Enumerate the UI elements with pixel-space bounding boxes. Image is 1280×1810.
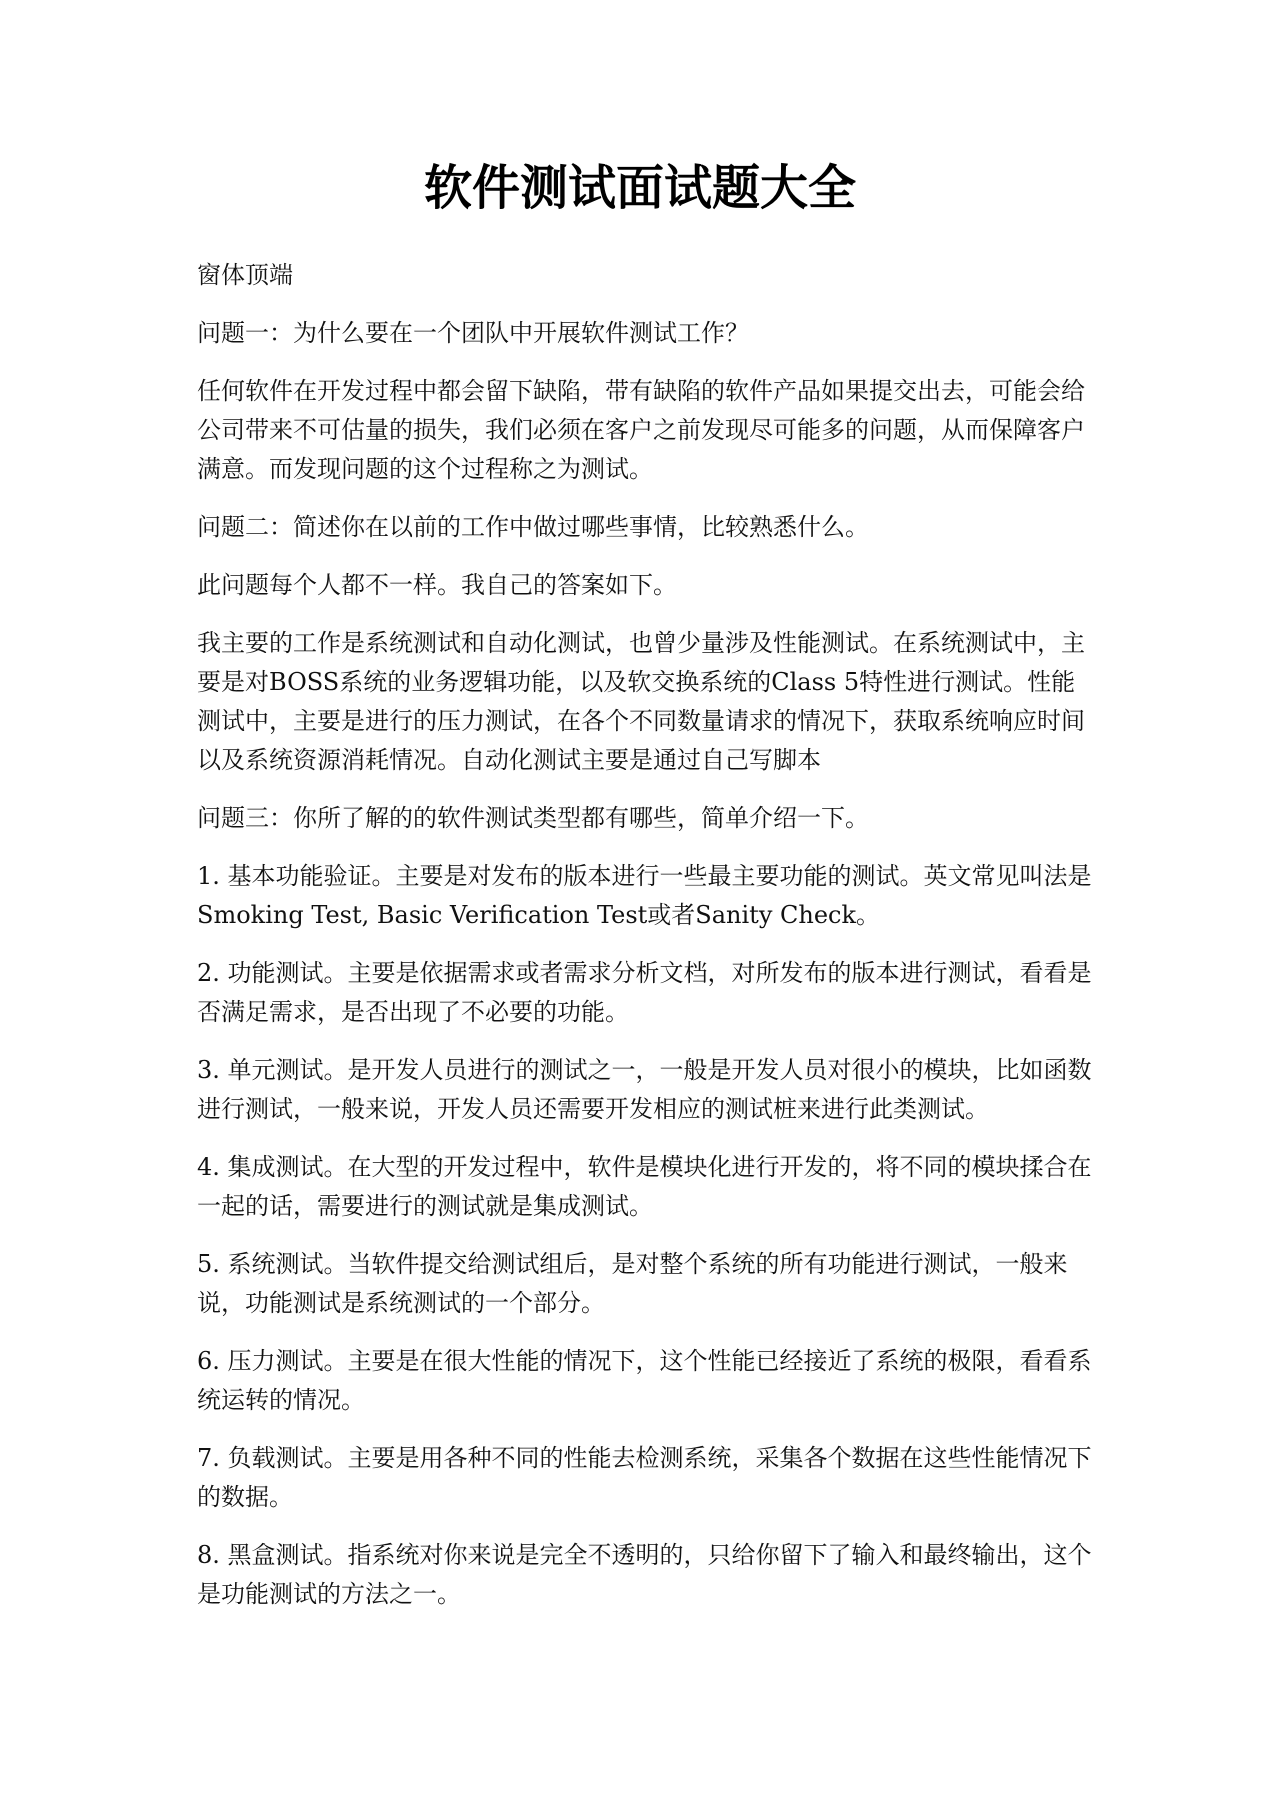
document-body bbox=[197, 256, 1097, 1633]
list-item-5: 5. 系统测试。当软件提交给测试组后，是对整个系统的所有功能进行测试，一般来说，功能测试是系统测试的一个部分。 bbox=[197, 1250, 1068, 1317]
list-item-1: 1. 基本功能验证。主要是对发布的版本进行一些最主要功能的测试。英文常见叫法是Smoking Test, Basic Verification Test或者Sanity Check。 bbox=[197, 862, 1092, 929]
list-item-7: 7. 负载测试。主要是用各种不同的性能去检测系统，采集各个数据在这些性能情况下的数据。 bbox=[197, 1444, 1092, 1511]
list-item-2: 2. 功能测试。主要是依据需求或者需求分析文档，对所发布的版本进行测试，看看是否满足需求，是否出现了不必要的功能。 bbox=[197, 959, 1092, 1026]
paragraph-form-top: 窗体顶端 bbox=[197, 261, 293, 289]
list-item-3: 3. 单元测试。是开发人员进行的测试之一，一般是开发人员对很小的模块，比如函数进行测试，一般来说，开发人员还需要开发相应的测试桩来进行此类测试。 bbox=[197, 1056, 1092, 1123]
list-item-4: 4. 集成测试。在大型的开发过程中，软件是模块化进行开发的，将不同的模块揉合在一起的话，需要进行的测试就是集成测试。 bbox=[197, 1153, 1092, 1220]
question-2: 问题二：简述你在以前的工作中做过哪些事情，比较熟悉什么。 bbox=[197, 513, 869, 541]
list-item-6: 6. 压力测试。主要是在很大性能的情况下，这个性能已经接近了系统的极限，看看系统运转的情况。 bbox=[197, 1347, 1092, 1414]
document-title: 软件测试面试题大全 bbox=[423, 160, 856, 216]
answer-1: 任何软件在开发过程中都会留下缺陷，带有缺陷的软件产品如果提交出去，可能会给公司带来不可估量的损失，我们必须在客户之前发现尽可能多的问题，从而保障客户满意。而发现问题的这个过程称之为测试。 bbox=[197, 377, 1085, 483]
answer-2: 我主要的工作是系统测试和自动化测试，也曾少量涉及性能测试。在系统测试中，主要是对BOSS系统的业务逻辑功能，以及软交换系统的Class 5特性进行测试。性能测试中，主要是进行的压力测试，在各个不同数量请求的情况下，获取系统响应时间以及系统资源消耗情况。自动化测试主要是通过自己写脚本 bbox=[197, 629, 1085, 774]
answer-2-intro: 此问题每个人都不一样。我自己的答案如下。 bbox=[197, 571, 677, 599]
list-item-8: 8. 黑盒测试。指系统对你来说是完全不透明的，只给你留下了输入和最终输出，这个是功能测试的方法之一。 bbox=[197, 1541, 1092, 1608]
question-3: 问题三：你所了解的的软件测试类型都有哪些，简单介绍一下。 bbox=[197, 804, 869, 832]
question-1: 问题一：为什么要在一个团队中开展软件测试工作？ bbox=[197, 319, 749, 347]
